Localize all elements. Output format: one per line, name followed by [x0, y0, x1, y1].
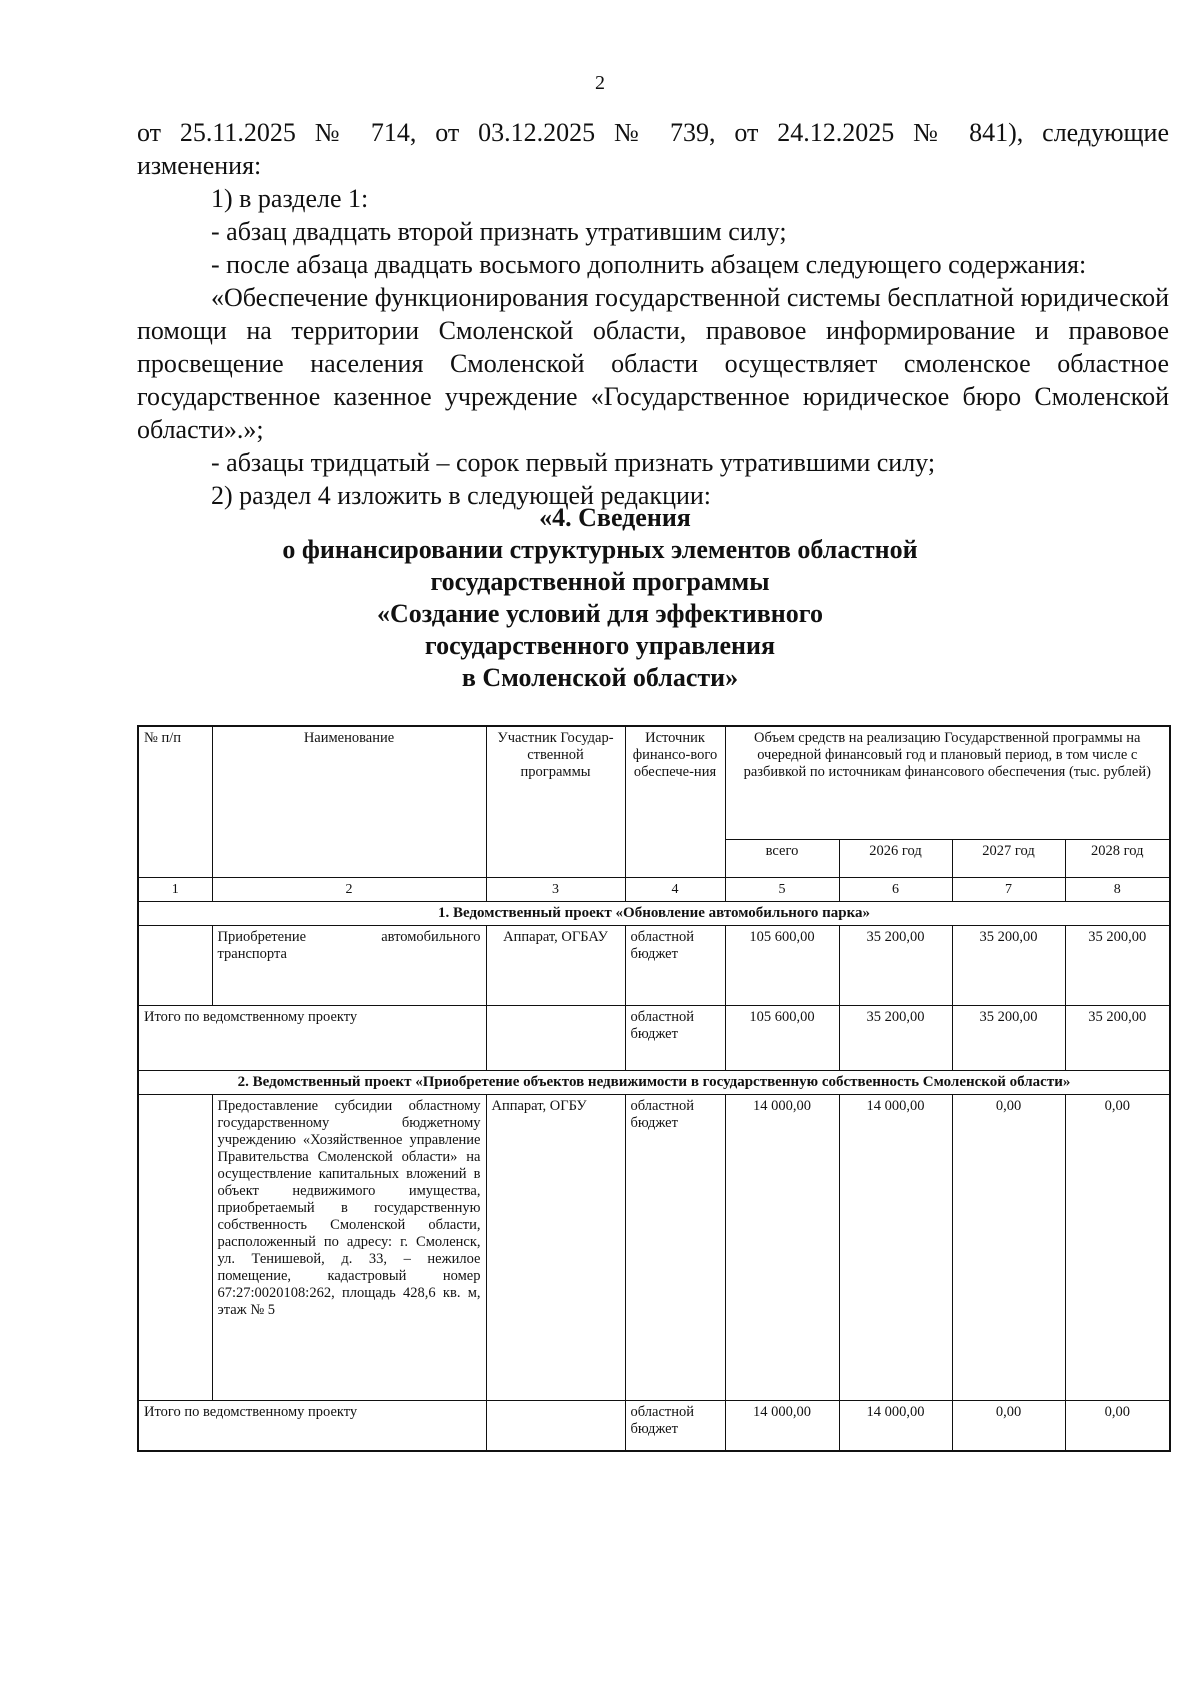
column-number-row — [138, 877, 1170, 901]
row-2026: 35 200,00 — [839, 925, 952, 1005]
section-heading — [0, 502, 1200, 694]
header-2028: 2028 год — [1065, 839, 1170, 877]
heading-line: «4. Сведения — [539, 503, 691, 532]
subtotal-source: областной бюджет — [625, 1005, 725, 1070]
header-participant: Участник Государ-ственной программы — [486, 726, 625, 877]
row-participant: Аппарат, ОГБАУ — [486, 925, 625, 1005]
quoted-paragraph: «Обеспечение функционирования государственной системы бесплатной юридической помощи на территории Смоленской области, правовое информирование и правовое просвещение населения Смоленской области осуществляет смоленское областное государственное казенное учреждение «Государственное юридическое бюро Смоленской области».»; — [137, 283, 1169, 444]
subtotal-label: Итого по ведомственному проекту — [138, 1400, 486, 1451]
header-total: всего — [725, 839, 839, 877]
heading-line: государственной программы — [430, 567, 770, 596]
heading-line: «Создание условий для эффективного — [377, 599, 823, 628]
row-2027: 0,00 — [952, 1094, 1065, 1400]
table-row — [138, 925, 1170, 1005]
table-header-row — [138, 726, 1170, 839]
paragraph-line: изменения: — [137, 151, 262, 180]
section-title-row — [138, 901, 1170, 925]
subtotal-total: 14 000,00 — [725, 1400, 839, 1451]
header-volume: Объем средств на реализацию Государственной программы на очередной финансовый год и плановый период, в том числе с разбивкой по источникам финансового обеспечения (тыс. рублей) — [725, 726, 1170, 839]
column-number: 7 — [952, 877, 1065, 901]
row-2026: 14 000,00 — [839, 1094, 952, 1400]
heading-line: государственного управления — [424, 631, 776, 660]
subtotal-row — [138, 1400, 1170, 1451]
section-title: 2. Ведомственный проект «Приобретение объектов недвижимости в государственную собственность Смоленской области» — [138, 1070, 1170, 1094]
subtotal-2026: 14 000,00 — [839, 1400, 952, 1451]
row-total: 14 000,00 — [725, 1094, 839, 1400]
column-number: 5 — [725, 877, 839, 901]
row-num — [138, 1094, 212, 1400]
subtotal-label: Итого по ведомственному проекту — [138, 1005, 486, 1070]
row-source: областной бюджет — [625, 925, 725, 1005]
subtotal-total: 105 600,00 — [725, 1005, 839, 1070]
row-2028: 35 200,00 — [1065, 925, 1170, 1005]
subtotal-2027: 0,00 — [952, 1400, 1065, 1451]
subtotal-participant — [486, 1005, 625, 1070]
column-number: 8 — [1065, 877, 1170, 901]
column-number: 1 — [138, 877, 212, 901]
list-item: - абзацы тридцатый – сорок первый признать утратившими силу; — [211, 448, 936, 477]
row-total: 105 600,00 — [725, 925, 839, 1005]
page-number: 2 — [595, 72, 605, 94]
list-item: - абзац двадцать второй признать утратившим силу; — [211, 217, 787, 246]
subtotal-2027: 35 200,00 — [952, 1005, 1065, 1070]
row-participant: Аппарат, ОГБУ — [486, 1094, 625, 1400]
header-2026: 2026 год — [839, 839, 952, 877]
heading-line: о финансировании структурных элементов областной — [282, 535, 918, 564]
paragraph-line: от 25.11.2025 № 714, от 03.12.2025 № 739, от 24.12.2025 № 841), следующие — [137, 118, 1169, 147]
list-item: - после абзаца двадцать восьмого дополнить абзацем следующего содержания: — [211, 250, 1087, 279]
subtotal-2028: 0,00 — [1065, 1400, 1170, 1451]
subtotal-participant — [486, 1400, 625, 1451]
row-name: Предоставление субсидии областному государственному бюджетному учреждению «Хозяйственное управление Правительства Смоленской области» на осуществление капитальных вложений в объект недвижимого имущества, приобретаемый в государственную собственность Смоленской области, расположенный по адресу: г. Смоленск, ул. Тенишевой, д. 33, – нежилое помещение, кадастровый номер 67:27:0020108:262, площадь 428,6 кв. м, этаж № 5 — [212, 1094, 486, 1400]
column-number: 6 — [839, 877, 952, 901]
header-num: № п/п — [138, 726, 212, 877]
section-title: 1. Ведомственный проект «Обновление автомобильного парка» — [138, 901, 1170, 925]
row-2027: 35 200,00 — [952, 925, 1065, 1005]
header-source: Источник финансо-вого обеспече-ния — [625, 726, 725, 877]
subtotal-source: областной бюджет — [625, 1400, 725, 1451]
list-item: 2) раздел 4 изложить в следующей редакции: — [211, 481, 712, 510]
body-text — [137, 116, 1169, 512]
subtotal-2028: 35 200,00 — [1065, 1005, 1170, 1070]
subtotal-2026: 35 200,00 — [839, 1005, 952, 1070]
column-number: 4 — [625, 877, 725, 901]
column-number: 3 — [486, 877, 625, 901]
subtotal-row — [138, 1005, 1170, 1070]
header-name: Наименование — [212, 726, 486, 877]
row-name: Приобретение автомобильного транспорта — [212, 925, 486, 1005]
row-source: областной бюджет — [625, 1094, 725, 1400]
table-row — [138, 1094, 1170, 1400]
list-item: 1) в разделе 1: — [211, 184, 369, 213]
header-2027: 2027 год — [952, 839, 1065, 877]
financing-table — [137, 725, 1171, 1452]
heading-line: в Смоленской области» — [461, 663, 739, 692]
column-number: 2 — [212, 877, 486, 901]
row-2028: 0,00 — [1065, 1094, 1170, 1400]
section-title-row — [138, 1070, 1170, 1094]
row-num — [138, 925, 212, 1005]
